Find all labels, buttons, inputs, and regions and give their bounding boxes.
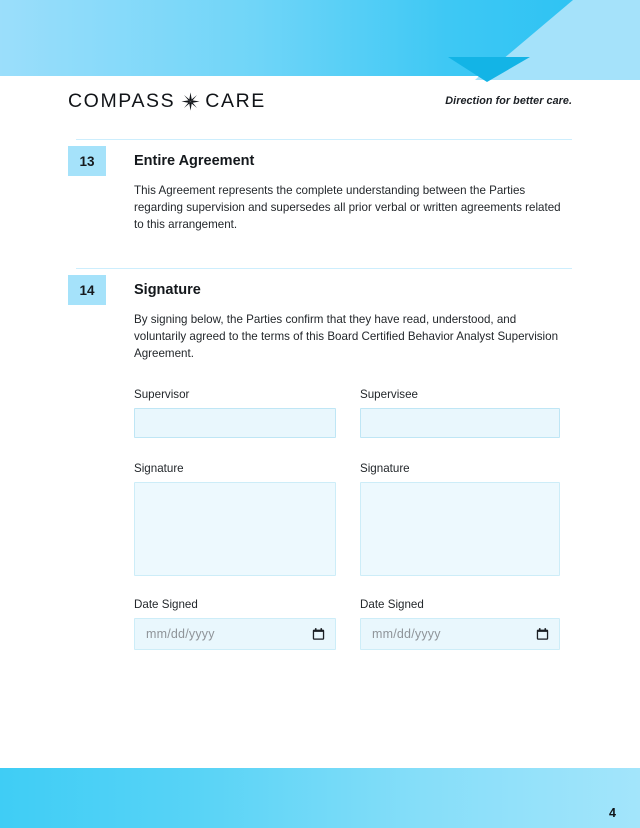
supervisor-signature-label: Signature [134,462,184,475]
brand-header [68,86,572,116]
header-decoration [0,0,640,90]
supervisor-date-field[interactable] [134,618,336,650]
section-title: Signature [134,282,201,298]
supervisee-name-input[interactable] [360,408,560,438]
supervisee-date-input[interactable] [360,618,560,650]
supervisor-date-placeholder: mm/dd/yyyy [146,627,215,641]
signature-form [134,388,560,650]
supervisor-name-label: Supervisor [134,388,190,401]
calendar-icon[interactable] [312,628,325,641]
supervisee-date-field[interactable] [360,618,560,650]
brand-name-compass: COMPASS [68,89,176,112]
supervisor-date-input[interactable] [134,618,336,650]
section-header [68,139,572,176]
supervisee-date-label: Date Signed [360,598,424,611]
brand-logo [68,90,266,113]
supervisee-signature-label: Signature [360,462,410,475]
supervisor-name-input[interactable] [134,408,336,438]
section-body-text: This Agreement represents the complete understanding between the Parties regarding supervision and supersedes all prior verbal or written agreements related to this arrangement. [134,184,561,231]
section-entire-agreement [68,139,572,233]
supervisor-date-label: Date Signed [134,598,198,611]
page-footer [0,768,640,828]
section-body-text: By signing below, the Parties confirm that they have read, understood, and voluntarily agreed to the terms of this Board Certified Behavior Analyst Supervision Agreement. [134,313,559,360]
supervisor-signature-box[interactable] [134,482,336,576]
section-number-badge: 13 [68,146,106,176]
brand-name-care: CARE [205,89,266,112]
supervisee-signature-box[interactable] [360,482,560,576]
calendar-icon[interactable] [536,628,549,641]
supervisee-column [360,388,560,650]
section-header [68,268,572,305]
brand-tagline: Direction for better care. [445,95,572,107]
supervisor-column [134,388,336,650]
supervisee-name-label: Supervisee [360,388,419,401]
page-number: 4 [609,806,616,820]
compass-star-icon [181,92,200,111]
section-title: Entire Agreement [134,153,255,169]
supervisee-date-placeholder: mm/dd/yyyy [372,627,441,641]
section-signature [68,268,572,362]
section-number-badge: 14 [68,275,106,305]
